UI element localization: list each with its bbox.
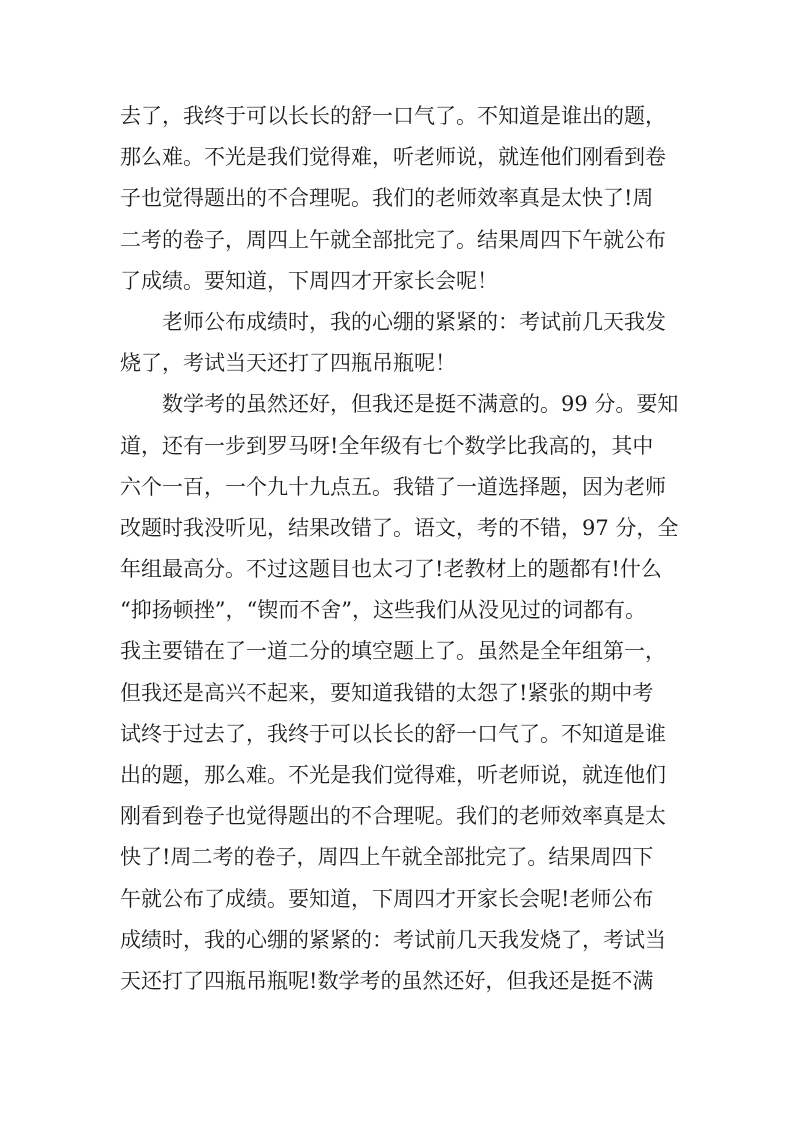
text-line: 那么难。不光是我们觉得难，听老师说，就连他们刚看到卷 (120, 145, 666, 170)
text-line: 改题时我没听见，结果改错了。语文，考的不错，97 分，全 (120, 515, 679, 540)
text-line: 成绩时，我的心绷的紧紧的：考试前几天我发烧了，考试当 (120, 927, 666, 952)
text-line: 子也觉得题出的不合理呢。我们的老师效率真是太快了!周 (120, 186, 654, 211)
text-line: 试终于过去了，我终于可以长长的舒一口气了。不知道是谁 (120, 721, 666, 746)
text-line: 我主要错在了一道二分的填空题上了。虽然是全年组第一， (120, 639, 666, 664)
paragraph-3 (120, 384, 680, 1002)
text-line: 二考的卷子，周四上午就全部批完了。结果周四下午就公布 (120, 227, 666, 252)
text-line: 六个一百，一个九十九点五。我错了一道选择题，因为老师 (120, 474, 666, 499)
text-line: 数学考的虽然还好，但我还是挺不满意的。99 分。要知 (162, 392, 679, 417)
text-line: 年组最高分。不过这题目也太刁了!老教材上的题都有!什么 (120, 557, 662, 582)
text-line: 刚看到卷子也觉得题出的不合理呢。我们的老师效率真是太 (120, 804, 666, 829)
paragraph-1 (120, 96, 680, 302)
text-line: 午就公布了成绩。要知道，下周四才开家长会呢!老师公布 (120, 886, 654, 911)
body-text (120, 96, 680, 1002)
text-line: 天还打了四瓶吊瓶呢!数学考的虽然还好，但我还是挺不满 (120, 968, 654, 993)
text-line: 烧了，考试当天还打了四瓶吊瓶呢！ (120, 351, 456, 376)
text-line: “抑扬顿挫”，“锲而不舍”，这些我们从没见过的词都有。 (120, 598, 646, 623)
paragraph-2 (120, 302, 680, 384)
text-line: 了成绩。要知道，下周四才开家长会呢！ (120, 268, 498, 293)
text-line: 快了!周二考的卷子，周四上午就全部批完了。结果周四下 (120, 845, 654, 870)
text-line: 道，还有一步到罗马呀!全年级有七个数学比我高的，其中 (120, 433, 654, 458)
text-line: 去了，我终于可以长长的舒一口气了。不知道是谁出的题， (120, 104, 666, 128)
text-line: 出的题，那么难。不光是我们觉得难，听老师说，就连他们 (120, 763, 666, 787)
text-line: 但我还是高兴不起来，要知道我错的太怨了!紧张的期中考 (120, 680, 654, 705)
text-line: 老师公布成绩时，我的心绷的紧紧的：考试前几天我发 (162, 309, 666, 334)
